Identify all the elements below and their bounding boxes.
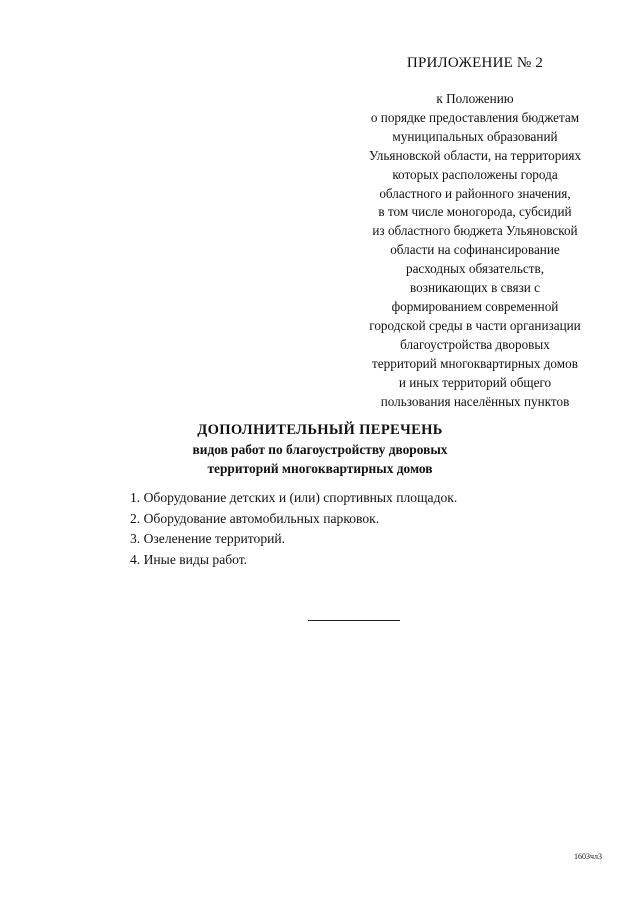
- appendix-reference-line: городской среды в части организации: [369, 317, 581, 333]
- document-code: 1603чл3: [574, 852, 603, 861]
- document-heading: [0, 420, 640, 478]
- appendix-reference-line: расходных обязательств,: [405, 261, 545, 277]
- appendix-title: ПРИЛОЖЕНИЕ № 2: [406, 55, 544, 71]
- heading-title: ДОПОЛНИТЕЛЬНЫЙ ПЕРЕЧЕНЬ: [197, 422, 443, 438]
- appendix-reference-line: Ульяновской области, на территориях: [368, 147, 582, 163]
- appendix-reference-line: из областного бюджета Ульяновской: [372, 223, 578, 239]
- appendix-reference-line: и иных территорий общего: [398, 374, 552, 390]
- appendix-reference-line: возникающих в связи с: [410, 280, 540, 296]
- works-list-item: 2. Оборудование автомобильных парковок.: [130, 510, 380, 526]
- end-divider: [308, 620, 400, 621]
- works-list-item: 3. Озеленение территорий.: [130, 531, 286, 546]
- appendix-reference-line: муниципальных образований: [392, 128, 558, 144]
- appendix-reference-line: к Положению: [436, 91, 514, 106]
- appendix-reference-line: в том числе моногорода, субсидий: [378, 204, 572, 220]
- works-list-item: 1. Оборудование детских и (или) спортивных площадок.: [130, 490, 458, 505]
- appendix-reference-line: формированием современной: [391, 298, 559, 314]
- appendix-reference-line: которых расположены города: [392, 166, 558, 182]
- appendix-reference: [345, 90, 605, 411]
- works-list-item: 4. Иные виды работ.: [130, 551, 248, 567]
- works-list: [130, 488, 457, 570]
- appendix-reference-line: области на софинансирование: [390, 242, 560, 258]
- appendix-reference-line: территорий многоквартирных домов: [372, 355, 578, 371]
- heading-subtitle-line: видов работ по благоустройству дворовых: [192, 442, 448, 457]
- appendix-reference-line: областного и районного значения,: [379, 185, 571, 201]
- appendix-reference-line: пользования населённых пунктов: [380, 393, 570, 409]
- heading-subtitle-line: территорий многоквартирных домов: [207, 461, 433, 476]
- appendix-reference-line: благоустройства дворовых: [400, 336, 550, 352]
- appendix-reference-line: о порядке предоставления бюджетам: [370, 109, 580, 125]
